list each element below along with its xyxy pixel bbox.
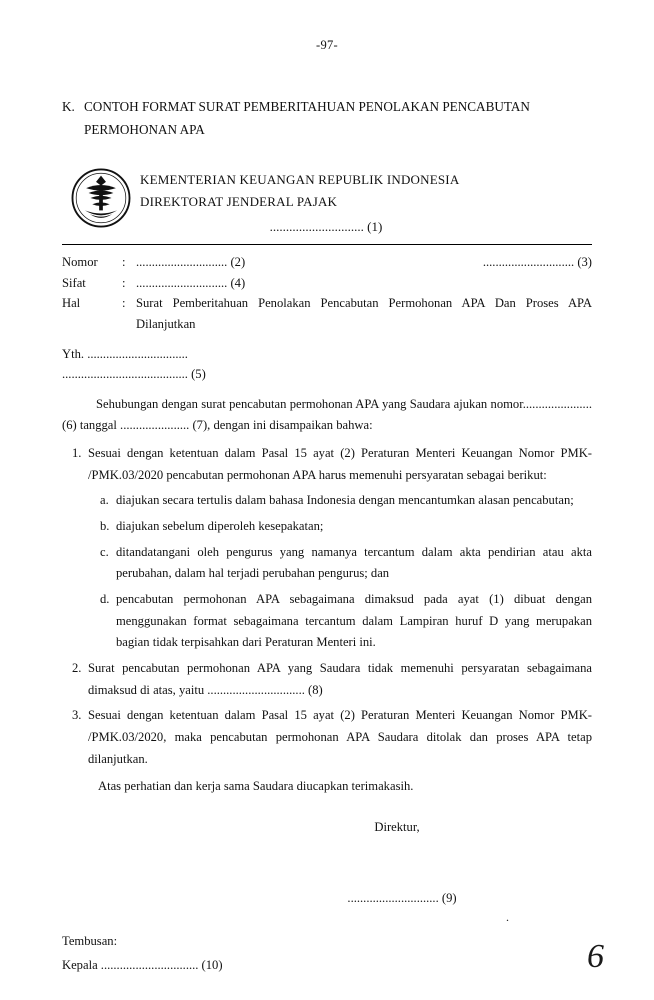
section-title-text xyxy=(84,95,592,141)
list-item-text: Sesuai dengan ketentuan dalam Pasal 15 ayat (2) Peraturan Menteri Keuangan Nomor PMK- /PMK.03/2020, maka pencabutan permohonan APA Saudara ditolak dan proses APA tetap dilanjutkan. xyxy=(88,708,592,766)
tembusan-block xyxy=(62,930,592,978)
logo-container xyxy=(62,165,140,229)
opening-paragraph: Sehubungan dengan surat pencabutan permohonan APA yang Saudara ajukan nomor...................... (6) tanggal ...................... (7), dengan ini disampaikan bahwa: xyxy=(62,396,592,433)
list-item xyxy=(88,490,592,512)
meta-value-sifat: ............................. (4) xyxy=(136,275,246,290)
recipient-line-1: Yth. ................................ xyxy=(62,347,188,362)
list-item-text: Surat pencabutan permohonan APA yang Saudara tidak memenuhi persyaratan sebagaimana dimaksud di atas, yaitu ............................... (8) xyxy=(88,661,592,697)
numbered-list xyxy=(62,443,592,770)
meta-value-hal: Surat Pemberitahuan Penolakan Pencabutan Permohonan APA Dan Proses APA Dilanjutkan xyxy=(136,296,592,331)
list-item-text: pencabutan permohonan APA sebagaimana dimaksud pada ayat (1) dibuat dengan menggunakan format sebagaimana tercantum dalam Lampiran huruf D yang merupakan bagian tidak terpisahkan dari Peraturan Menteri ini. xyxy=(116,592,592,650)
list-marker: 3. xyxy=(72,708,82,723)
section-title xyxy=(62,95,592,141)
alpha-list xyxy=(88,490,592,654)
section-title-line1: CONTOH FORMAT SURAT PEMBERITAHUAN PENOLAKAN PENCABUTAN xyxy=(84,99,530,114)
list-item-text: diajukan secara tertulis dalam bahasa Indonesia dengan mencantumkan alasan pencabutan; xyxy=(116,493,574,508)
list-item xyxy=(62,658,592,701)
list-marker: c. xyxy=(100,544,109,559)
list-item xyxy=(62,443,592,654)
letterhead-line-address: ............................. (1) xyxy=(269,219,383,235)
tembusan-label: Tembusan: xyxy=(62,933,118,948)
signature-title: Direktur, xyxy=(374,819,420,834)
meta-colon-sifat: : xyxy=(122,275,126,290)
letterhead-line-ministry: KEMENTERIAN KEUANGAN REPUBLIK INDONESIA xyxy=(140,172,460,188)
signature-name-line: ............................. (9) xyxy=(347,890,457,905)
list-marker: 2. xyxy=(72,661,82,676)
meta-value-date: ............................. (3) xyxy=(482,255,592,270)
list-item xyxy=(88,542,592,585)
list-marker: b. xyxy=(100,519,110,534)
list-marker: a. xyxy=(100,493,109,508)
section-letter: K. xyxy=(62,99,75,114)
meta-row-sifat xyxy=(62,273,592,293)
meta-row-hal xyxy=(62,293,592,334)
section-title-line2: PERMOHONAN APA xyxy=(84,122,205,138)
meta-label-sifat: Sifat xyxy=(62,275,86,290)
recipient-block xyxy=(62,344,592,385)
page-number: -97- xyxy=(315,38,339,52)
closing-paragraph: Atas perhatian dan kerja sama Saudara diucapkan terimakasih. xyxy=(98,779,414,794)
recipient-line-2: ........................................ (5) xyxy=(62,367,206,382)
meta-label-hal: Hal xyxy=(62,296,81,311)
meta-label-nomor: Nomor xyxy=(62,255,98,270)
list-item xyxy=(88,516,592,538)
ministry-of-finance-logo-icon xyxy=(70,167,132,229)
list-marker: 1. xyxy=(72,446,82,461)
tembusan-line: Kepala ............................... (10) xyxy=(62,957,223,972)
meta-colon-hal: : xyxy=(122,296,126,311)
letterhead-line-directorate: DIREKTORAT JENDERAL PAJAK xyxy=(140,194,338,210)
letterhead-text xyxy=(140,165,592,238)
list-item-body xyxy=(88,443,592,654)
footer-dot: . xyxy=(506,910,509,924)
letterhead xyxy=(62,165,592,238)
meta-row-nomor xyxy=(62,252,592,272)
list-item-text: diajukan sebelum diperoleh kesepakatan; xyxy=(116,519,324,534)
meta-value-nomor: ............................. (2) xyxy=(136,255,246,270)
list-item xyxy=(62,705,592,770)
letter-meta xyxy=(62,252,592,334)
list-item-text: ditandatangani oleh pengurus yang namanya tercantum dalam akta pendirian atau akta perubahan, dalam hal terjadi perubahan pengurus; dan xyxy=(116,544,592,581)
list-item xyxy=(88,589,592,654)
list-marker: d. xyxy=(100,592,110,607)
list-item-text: Sesuai dengan ketentuan dalam Pasal 15 ayat (2) Peraturan Menteri Keuangan Nomor PMK- /PMK.03/2020 pencabutan permohonan APA harus memenuhi persyaratan sebagai berikut: xyxy=(88,446,592,482)
handwritten-page-mark: 6 xyxy=(587,938,604,975)
meta-colon-nomor: : xyxy=(122,255,126,270)
header-divider xyxy=(62,244,592,245)
